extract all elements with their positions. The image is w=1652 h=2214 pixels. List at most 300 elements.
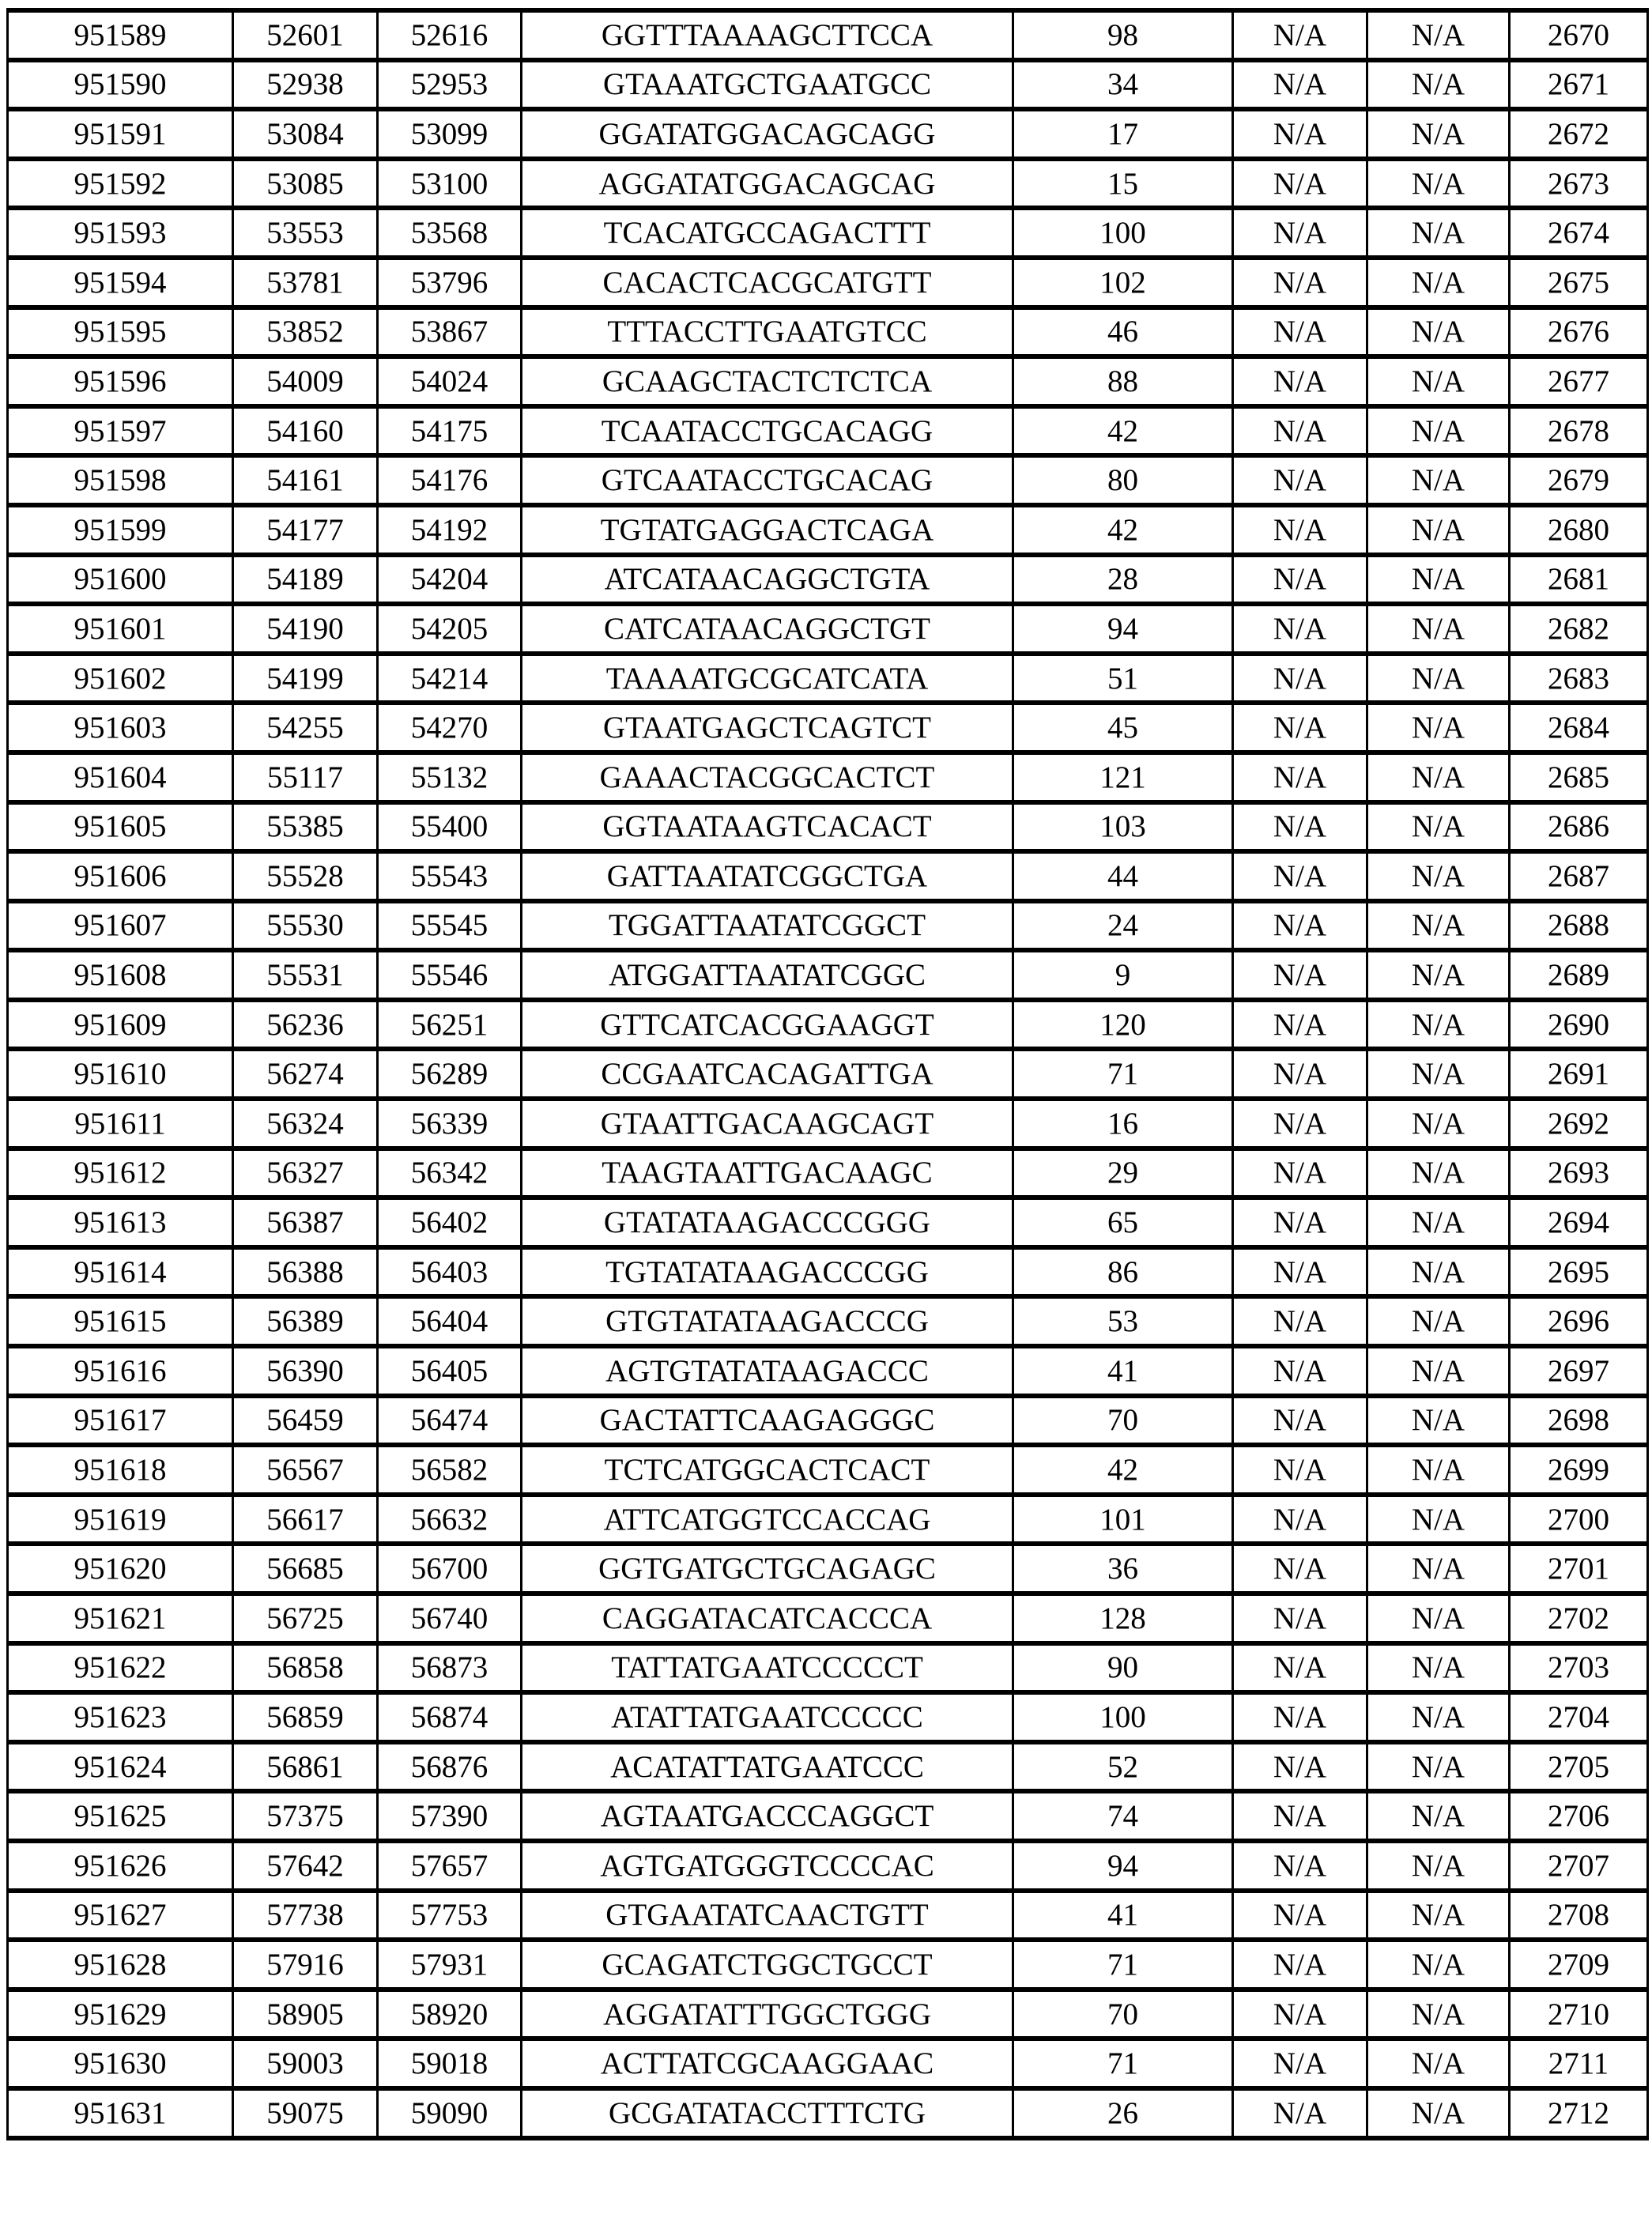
na-cell-1: N/A (1233, 1990, 1367, 2039)
compound-number-cell: 951610 (8, 1049, 233, 1099)
value-cell: 42 (1013, 505, 1233, 555)
compound-number-cell: 951594 (8, 258, 233, 307)
start-site-cell: 54199 (233, 654, 378, 703)
sequence-cell: ACATATTATGAATCCC (522, 1742, 1013, 1792)
stop-site-cell: 55400 (378, 802, 522, 852)
na-cell-1: N/A (1233, 1396, 1367, 1446)
compound-number-cell: 951597 (8, 406, 233, 456)
compound-number-cell: 951609 (8, 1000, 233, 1050)
compound-number-cell: 951604 (8, 752, 233, 802)
value-cell: 34 (1013, 60, 1233, 110)
value-cell: 101 (1013, 1495, 1233, 1545)
start-site-cell: 57916 (233, 1940, 378, 1990)
table-row (8, 1940, 1648, 1990)
compound-number-cell: 951618 (8, 1445, 233, 1495)
value-cell: 28 (1013, 555, 1233, 605)
table-row (8, 1148, 1648, 1198)
sequence-cell: AGTGATGGGTCCCCAC (522, 1841, 1013, 1891)
sequence-cell: CACACTCACGCATGTT (522, 258, 1013, 307)
table-row (8, 654, 1648, 703)
na-cell-1: N/A (1233, 1099, 1367, 1148)
table-row (8, 356, 1648, 406)
na-cell-2: N/A (1367, 1148, 1510, 1198)
stop-site-cell: 52953 (378, 60, 522, 110)
start-site-cell: 52938 (233, 60, 378, 110)
na-cell-2: N/A (1367, 406, 1510, 456)
stop-site-cell: 57753 (378, 1891, 522, 1941)
seq-id-cell: 2693 (1510, 1148, 1648, 1198)
sequence-cell: TTTACCTTGAATGTCC (522, 307, 1013, 357)
seq-id-cell: 2695 (1510, 1247, 1648, 1297)
stop-site-cell: 56403 (378, 1247, 522, 1297)
seq-id-cell: 2673 (1510, 159, 1648, 209)
table-row (8, 1049, 1648, 1099)
na-cell-2: N/A (1367, 356, 1510, 406)
sequence-cell: GTAAATGCTGAATGCC (522, 60, 1013, 110)
value-cell: 70 (1013, 1990, 1233, 2039)
table-row (8, 604, 1648, 654)
stop-site-cell: 56251 (378, 1000, 522, 1050)
stop-site-cell: 58920 (378, 1990, 522, 2039)
seq-id-cell: 2698 (1510, 1396, 1648, 1446)
start-site-cell: 54255 (233, 703, 378, 752)
compound-number-cell: 951617 (8, 1396, 233, 1446)
stop-site-cell: 53867 (378, 307, 522, 357)
compound-number-cell: 951619 (8, 1495, 233, 1545)
na-cell-2: N/A (1367, 1296, 1510, 1346)
start-site-cell: 56858 (233, 1643, 378, 1693)
na-cell-1: N/A (1233, 1148, 1367, 1198)
na-cell-1: N/A (1233, 901, 1367, 951)
table-row (8, 60, 1648, 110)
sequence-cell: CATCATAACAGGCTGT (522, 604, 1013, 654)
na-cell-1: N/A (1233, 1841, 1367, 1891)
seq-id-cell: 2680 (1510, 505, 1648, 555)
table-row (8, 208, 1648, 258)
start-site-cell: 57738 (233, 1891, 378, 1941)
na-cell-1: N/A (1233, 1247, 1367, 1297)
na-cell-2: N/A (1367, 2039, 1510, 2088)
stop-site-cell: 56474 (378, 1396, 522, 1446)
compound-number-cell: 951600 (8, 555, 233, 605)
stop-site-cell: 55546 (378, 950, 522, 1000)
value-cell: 121 (1013, 752, 1233, 802)
table-row (8, 1594, 1648, 1643)
value-cell: 52 (1013, 1742, 1233, 1792)
na-cell-2: N/A (1367, 1940, 1510, 1990)
table-row (8, 1841, 1648, 1891)
compound-number-cell: 951591 (8, 109, 233, 159)
na-cell-2: N/A (1367, 752, 1510, 802)
compound-number-cell: 951623 (8, 1692, 233, 1742)
table-row (8, 505, 1648, 555)
table-row (8, 2039, 1648, 2088)
na-cell-2: N/A (1367, 2088, 1510, 2138)
compound-number-cell: 951607 (8, 901, 233, 951)
start-site-cell: 52601 (233, 10, 378, 60)
na-cell-2: N/A (1367, 1544, 1510, 1594)
table-row (8, 159, 1648, 209)
value-cell: 16 (1013, 1099, 1233, 1148)
value-cell: 15 (1013, 159, 1233, 209)
na-cell-2: N/A (1367, 851, 1510, 901)
compound-number-cell: 951608 (8, 950, 233, 1000)
seq-id-cell: 2700 (1510, 1495, 1648, 1545)
compound-number-cell: 951615 (8, 1296, 233, 1346)
seq-id-cell: 2692 (1510, 1099, 1648, 1148)
stop-site-cell: 56342 (378, 1148, 522, 1198)
seq-id-cell: 2679 (1510, 455, 1648, 505)
start-site-cell: 56861 (233, 1742, 378, 1792)
stop-site-cell: 56874 (378, 1692, 522, 1742)
stop-site-cell: 53099 (378, 109, 522, 159)
table-row (8, 901, 1648, 951)
na-cell-2: N/A (1367, 1346, 1510, 1396)
start-site-cell: 54161 (233, 455, 378, 505)
value-cell: 100 (1013, 208, 1233, 258)
na-cell-1: N/A (1233, 208, 1367, 258)
start-site-cell: 55528 (233, 851, 378, 901)
seq-id-cell: 2676 (1510, 307, 1648, 357)
start-site-cell: 56389 (233, 1296, 378, 1346)
na-cell-1: N/A (1233, 1445, 1367, 1495)
start-site-cell: 54190 (233, 604, 378, 654)
na-cell-2: N/A (1367, 1891, 1510, 1941)
na-cell-1: N/A (1233, 109, 1367, 159)
stop-site-cell: 57931 (378, 1940, 522, 1990)
na-cell-1: N/A (1233, 1544, 1367, 1594)
seq-id-cell: 2710 (1510, 1990, 1648, 2039)
compound-number-cell: 951605 (8, 802, 233, 852)
na-cell-2: N/A (1367, 60, 1510, 110)
compound-number-cell: 951625 (8, 1791, 233, 1841)
start-site-cell: 56459 (233, 1396, 378, 1446)
na-cell-2: N/A (1367, 1049, 1510, 1099)
seq-id-cell: 2672 (1510, 109, 1648, 159)
table-row (8, 109, 1648, 159)
start-site-cell: 55530 (233, 901, 378, 951)
na-cell-1: N/A (1233, 1692, 1367, 1742)
na-cell-1: N/A (1233, 1891, 1367, 1941)
table-row (8, 1791, 1648, 1841)
value-cell: 65 (1013, 1198, 1233, 1247)
na-cell-2: N/A (1367, 604, 1510, 654)
value-cell: 102 (1013, 258, 1233, 307)
na-cell-1: N/A (1233, 356, 1367, 406)
stop-site-cell: 56700 (378, 1544, 522, 1594)
stop-site-cell: 56582 (378, 1445, 522, 1495)
compound-number-cell: 951627 (8, 1891, 233, 1941)
na-cell-2: N/A (1367, 1445, 1510, 1495)
stop-site-cell: 54205 (378, 604, 522, 654)
stop-site-cell: 56339 (378, 1099, 522, 1148)
stop-site-cell: 54214 (378, 654, 522, 703)
value-cell: 42 (1013, 1445, 1233, 1495)
value-cell: 26 (1013, 2088, 1233, 2138)
table-row (8, 1346, 1648, 1396)
value-cell: 9 (1013, 950, 1233, 1000)
seq-id-cell: 2683 (1510, 654, 1648, 703)
table-row (8, 2088, 1648, 2138)
stop-site-cell: 56289 (378, 1049, 522, 1099)
stop-site-cell: 56402 (378, 1198, 522, 1247)
stop-site-cell: 53796 (378, 258, 522, 307)
start-site-cell: 58905 (233, 1990, 378, 2039)
seq-id-cell: 2697 (1510, 1346, 1648, 1396)
start-site-cell: 56390 (233, 1346, 378, 1396)
start-site-cell: 53084 (233, 109, 378, 159)
seq-id-cell: 2708 (1510, 1891, 1648, 1941)
compound-number-cell: 951612 (8, 1148, 233, 1198)
sequence-cell: TGTATGAGGACTCAGA (522, 505, 1013, 555)
seq-id-cell: 2705 (1510, 1742, 1648, 1792)
table-row (8, 555, 1648, 605)
na-cell-1: N/A (1233, 1791, 1367, 1841)
seq-id-cell: 2696 (1510, 1296, 1648, 1346)
seq-id-cell: 2682 (1510, 604, 1648, 654)
sequence-cell: GTAATTGACAAGCAGT (522, 1099, 1013, 1148)
seq-id-cell: 2671 (1510, 60, 1648, 110)
na-cell-2: N/A (1367, 1396, 1510, 1446)
seq-id-cell: 2704 (1510, 1692, 1648, 1742)
compound-number-cell: 951602 (8, 654, 233, 703)
na-cell-1: N/A (1233, 703, 1367, 752)
stop-site-cell: 55545 (378, 901, 522, 951)
na-cell-1: N/A (1233, 1198, 1367, 1247)
value-cell: 94 (1013, 1841, 1233, 1891)
na-cell-1: N/A (1233, 802, 1367, 852)
seq-id-cell: 2694 (1510, 1198, 1648, 1247)
na-cell-1: N/A (1233, 2088, 1367, 2138)
na-cell-2: N/A (1367, 1791, 1510, 1841)
stop-site-cell: 56740 (378, 1594, 522, 1643)
value-cell: 80 (1013, 455, 1233, 505)
start-site-cell: 56567 (233, 1445, 378, 1495)
sequence-cell: ATGGATTAATATCGGC (522, 950, 1013, 1000)
start-site-cell: 54160 (233, 406, 378, 456)
stop-site-cell: 54270 (378, 703, 522, 752)
seq-id-cell: 2706 (1510, 1791, 1648, 1841)
seq-id-cell: 2675 (1510, 258, 1648, 307)
compound-number-cell: 951606 (8, 851, 233, 901)
sequence-cell: TCAATACCTGCACAGG (522, 406, 1013, 456)
stop-site-cell: 54192 (378, 505, 522, 555)
sequence-cell: GGATATGGACAGCAGG (522, 109, 1013, 159)
na-cell-2: N/A (1367, 802, 1510, 852)
sequence-cell: GTGAATATCAACTGTT (522, 1891, 1013, 1941)
value-cell: 71 (1013, 2039, 1233, 2088)
value-cell: 41 (1013, 1891, 1233, 1941)
value-cell: 17 (1013, 109, 1233, 159)
sequence-cell: AGGATATGGACAGCAG (522, 159, 1013, 209)
seq-id-cell: 2699 (1510, 1445, 1648, 1495)
stop-site-cell: 55543 (378, 851, 522, 901)
table-row (8, 851, 1648, 901)
value-cell: 86 (1013, 1247, 1233, 1297)
table-row (8, 1247, 1648, 1297)
seq-id-cell: 2670 (1510, 10, 1648, 60)
sequence-cell: GTGTATATAAGACCCG (522, 1296, 1013, 1346)
na-cell-2: N/A (1367, 1594, 1510, 1643)
na-cell-2: N/A (1367, 208, 1510, 258)
value-cell: 74 (1013, 1791, 1233, 1841)
stop-site-cell: 57390 (378, 1791, 522, 1841)
start-site-cell: 56327 (233, 1148, 378, 1198)
start-site-cell: 53553 (233, 208, 378, 258)
sequence-cell: CAGGATACATCACCCA (522, 1594, 1013, 1643)
na-cell-2: N/A (1367, 1990, 1510, 2039)
na-cell-1: N/A (1233, 2039, 1367, 2088)
sequence-cell: GGTTTAAAAGCTTCCA (522, 10, 1013, 60)
value-cell: 29 (1013, 1148, 1233, 1198)
na-cell-1: N/A (1233, 950, 1367, 1000)
na-cell-1: N/A (1233, 505, 1367, 555)
sequence-cell: ATCATAACAGGCTGTA (522, 555, 1013, 605)
sequence-cell: GCGATATACCTTTCTG (522, 2088, 1013, 2138)
value-cell: 70 (1013, 1396, 1233, 1446)
na-cell-1: N/A (1233, 258, 1367, 307)
compound-number-cell: 951620 (8, 1544, 233, 1594)
na-cell-2: N/A (1367, 307, 1510, 357)
start-site-cell: 53781 (233, 258, 378, 307)
na-cell-1: N/A (1233, 1000, 1367, 1050)
na-cell-2: N/A (1367, 1000, 1510, 1050)
compound-number-cell: 951621 (8, 1594, 233, 1643)
table-row (8, 1891, 1648, 1941)
stop-site-cell: 56873 (378, 1643, 522, 1693)
seq-id-cell: 2687 (1510, 851, 1648, 901)
na-cell-2: N/A (1367, 950, 1510, 1000)
na-cell-1: N/A (1233, 406, 1367, 456)
na-cell-2: N/A (1367, 654, 1510, 703)
start-site-cell: 56725 (233, 1594, 378, 1643)
compound-number-cell: 951592 (8, 159, 233, 209)
seq-id-cell: 2678 (1510, 406, 1648, 456)
compound-number-cell: 951630 (8, 2039, 233, 2088)
na-cell-1: N/A (1233, 851, 1367, 901)
na-cell-2: N/A (1367, 1099, 1510, 1148)
sequence-cell: ACTTATCGCAAGGAAC (522, 2039, 1013, 2088)
compound-number-cell: 951603 (8, 703, 233, 752)
table-body (8, 10, 1648, 2138)
start-site-cell: 59003 (233, 2039, 378, 2088)
oligo-data-table (6, 8, 1649, 2140)
sequence-cell: TCTCATGGCACTCACT (522, 1445, 1013, 1495)
table-row (8, 703, 1648, 752)
sequence-cell: ATATTATGAATCCCCC (522, 1692, 1013, 1742)
sequence-cell: GAAACTACGGCACTCT (522, 752, 1013, 802)
table-row (8, 406, 1648, 456)
na-cell-1: N/A (1233, 60, 1367, 110)
sequence-cell: GCAGATCTGGCTGCCT (522, 1940, 1013, 1990)
sequence-cell: GATTAATATCGGCTGA (522, 851, 1013, 901)
value-cell: 41 (1013, 1346, 1233, 1396)
value-cell: 71 (1013, 1049, 1233, 1099)
value-cell: 103 (1013, 802, 1233, 852)
compound-number-cell: 951631 (8, 2088, 233, 2138)
sequence-cell: GGTGATGCTGCAGAGC (522, 1544, 1013, 1594)
sequence-cell: GCAAGCTACTCTCTCA (522, 356, 1013, 406)
value-cell: 98 (1013, 10, 1233, 60)
start-site-cell: 56685 (233, 1544, 378, 1594)
na-cell-1: N/A (1233, 307, 1367, 357)
table-row (8, 1000, 1648, 1050)
stop-site-cell: 52616 (378, 10, 522, 60)
seq-id-cell: 2674 (1510, 208, 1648, 258)
start-site-cell: 54177 (233, 505, 378, 555)
table-row (8, 802, 1648, 852)
start-site-cell: 56387 (233, 1198, 378, 1247)
value-cell: 45 (1013, 703, 1233, 752)
na-cell-1: N/A (1233, 604, 1367, 654)
start-site-cell: 56859 (233, 1692, 378, 1742)
na-cell-2: N/A (1367, 159, 1510, 209)
seq-id-cell: 2711 (1510, 2039, 1648, 2088)
na-cell-2: N/A (1367, 555, 1510, 605)
na-cell-2: N/A (1367, 1742, 1510, 1792)
stop-site-cell: 54024 (378, 356, 522, 406)
value-cell: 51 (1013, 654, 1233, 703)
na-cell-1: N/A (1233, 1346, 1367, 1396)
na-cell-2: N/A (1367, 1495, 1510, 1545)
table-row (8, 1198, 1648, 1247)
na-cell-2: N/A (1367, 1692, 1510, 1742)
seq-id-cell: 2685 (1510, 752, 1648, 802)
seq-id-cell: 2691 (1510, 1049, 1648, 1099)
seq-id-cell: 2684 (1510, 703, 1648, 752)
start-site-cell: 56274 (233, 1049, 378, 1099)
table-row (8, 752, 1648, 802)
sequence-cell: AGTAATGACCCAGGCT (522, 1791, 1013, 1841)
table-row (8, 1099, 1648, 1148)
na-cell-2: N/A (1367, 109, 1510, 159)
compound-number-cell: 951614 (8, 1247, 233, 1297)
na-cell-1: N/A (1233, 455, 1367, 505)
stop-site-cell: 54176 (378, 455, 522, 505)
stop-site-cell: 53100 (378, 159, 522, 209)
compound-number-cell: 951590 (8, 60, 233, 110)
table-row (8, 1396, 1648, 1446)
stop-site-cell: 59018 (378, 2039, 522, 2088)
seq-id-cell: 2702 (1510, 1594, 1648, 1643)
na-cell-1: N/A (1233, 1049, 1367, 1099)
table-row (8, 455, 1648, 505)
na-cell-2: N/A (1367, 901, 1510, 951)
na-cell-1: N/A (1233, 752, 1367, 802)
compound-number-cell: 951616 (8, 1346, 233, 1396)
start-site-cell: 56324 (233, 1099, 378, 1148)
seq-id-cell: 2701 (1510, 1544, 1648, 1594)
value-cell: 24 (1013, 901, 1233, 951)
na-cell-1: N/A (1233, 159, 1367, 209)
compound-number-cell: 951589 (8, 10, 233, 60)
na-cell-1: N/A (1233, 1296, 1367, 1346)
start-site-cell: 56617 (233, 1495, 378, 1545)
sequence-cell: TGTATATAAGACCCGG (522, 1247, 1013, 1297)
start-site-cell: 55531 (233, 950, 378, 1000)
sequence-cell: TATTATGAATCCCCCT (522, 1643, 1013, 1693)
sequence-cell: GTTCATCACGGAAGGT (522, 1000, 1013, 1050)
compound-number-cell: 951596 (8, 356, 233, 406)
na-cell-2: N/A (1367, 505, 1510, 555)
stop-site-cell: 57657 (378, 1841, 522, 1891)
table-row (8, 1742, 1648, 1792)
sequence-cell: ATTCATGGTCCACCAG (522, 1495, 1013, 1545)
seq-id-cell: 2712 (1510, 2088, 1648, 2138)
na-cell-2: N/A (1367, 1841, 1510, 1891)
na-cell-2: N/A (1367, 10, 1510, 60)
value-cell: 53 (1013, 1296, 1233, 1346)
